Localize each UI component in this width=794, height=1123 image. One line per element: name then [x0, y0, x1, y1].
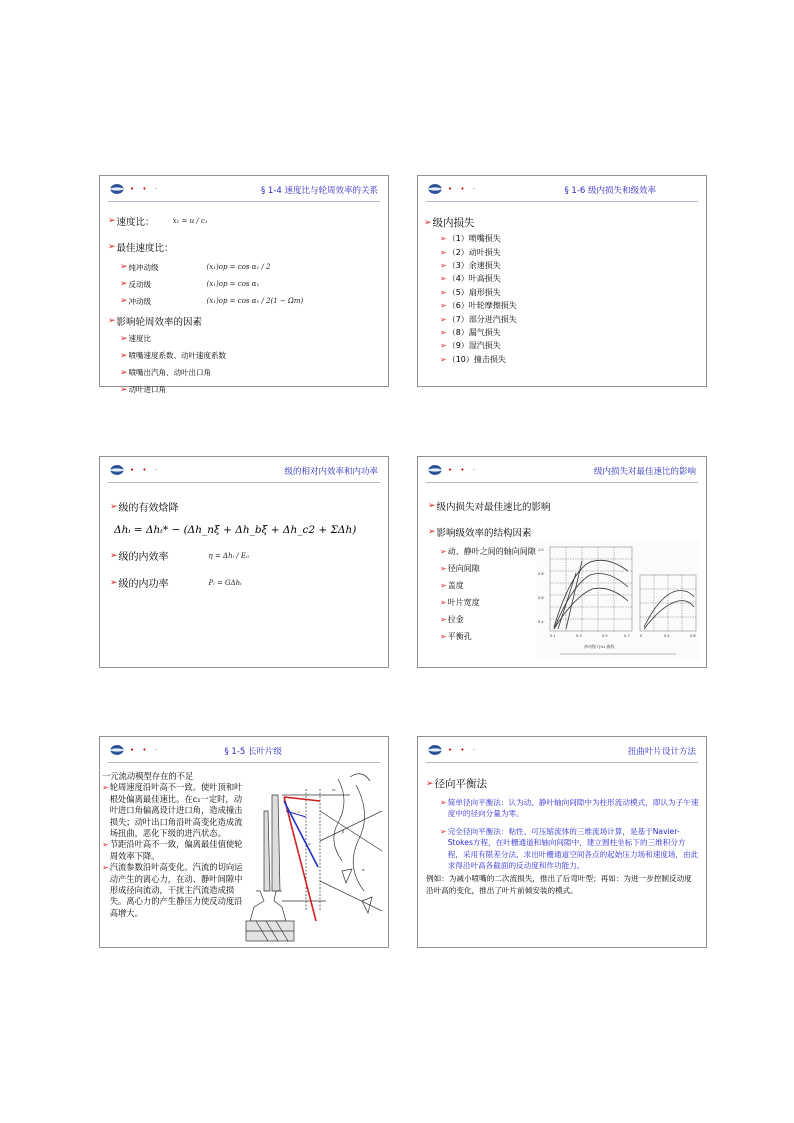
- arrow-bullet-icon: ➢: [120, 384, 128, 395]
- svg-text:u: u: [308, 841, 311, 846]
- list-item: ➢ 汽流参数沿叶高变化。汽流的切向运动产生的离心力，在动、静叶间隙中形成径向流动，干扰主汽流造成损失。离心力的产生静压力使反动度沿高增大。: [102, 862, 243, 918]
- arrow-bullet-icon: ➢: [110, 577, 118, 588]
- slide-3: [99, 456, 389, 668]
- list-item: ➢ 简单径向平衡法：认为动、静叶轴向间隙中为柱形流动模式，即认为子午速度中的径向分量为零。: [440, 798, 699, 819]
- slide-header: [418, 176, 706, 202]
- arrow-bullet-icon: ➢: [110, 550, 118, 561]
- list-item: ➢ （5）扇形损失: [440, 287, 501, 297]
- slide-header: [100, 176, 388, 202]
- svg-text:0: 0: [640, 634, 643, 638]
- list-item: ➢ （6）叶轮摩擦损失: [440, 301, 517, 311]
- list-item: ➢ 级内损失对最佳速比的影响: [428, 501, 551, 513]
- efficiency-curve-figure: [536, 541, 700, 659]
- arrow-bullet-icon: ➢: [440, 341, 447, 351]
- slide-5: [99, 736, 389, 948]
- arrow-bullet-icon: ➢: [440, 301, 447, 311]
- svg-text:0.1: 0.1: [550, 634, 556, 638]
- example-text: 例如：为减小喷嘴的二次流损失，推出了后弯叶型；再如：为进一步控制反动度沿叶高的变化，推出了叶片前倾安装的模式。: [426, 874, 692, 895]
- logo-icon: [428, 183, 442, 195]
- list-item: ➢ 完全径向平衡法：粘性、可压缩流体的三维流场计算，是基于Navier-Stokes方程，在叶栅通道和轴向间隙中，建立圆柱坐标下的三维积分方程，采用有限差分法，求出叶栅通道空间各点的起始压力场和速度场，由此求得沿叶高各截面的反动度和作功能力。: [440, 826, 699, 871]
- slide-header: [418, 737, 706, 763]
- arrow-bullet-icon: ➢: [108, 216, 116, 226]
- arrow-bullet-icon: ➢: [440, 327, 447, 337]
- list-item: ➢ 节距沿叶高不一致，偏离最佳值使轮周效率下降。: [102, 839, 243, 861]
- slide-1: [99, 175, 389, 395]
- formula: Δhᵢ = Δhₜ* − (Δh_nξ + Δh_bξ + Δh_c2 + ΣΔh): [114, 524, 357, 536]
- slide-2: [417, 175, 707, 387]
- slide-header: [418, 457, 706, 483]
- list-heading: ➢ 径向平衡法: [426, 778, 488, 790]
- list-item: ➢ 平衡孔: [440, 632, 472, 641]
- list-item: ➢ 影响轮周效率的因素: [108, 316, 203, 328]
- list-item: ➢ 级的内效率 η = Δhᵢ / E₀: [110, 550, 249, 563]
- arrow-bullet-icon: ➢: [440, 826, 447, 836]
- list-heading: ➢ 级内损失: [424, 217, 475, 229]
- decor-dots: • • ·: [448, 466, 478, 474]
- arrow-bullet-icon: ➢: [428, 527, 436, 537]
- svg-text:0.7: 0.7: [624, 634, 630, 638]
- arrow-bullet-icon: ➢: [120, 262, 128, 272]
- list-item: ➢ （4）叶高损失: [440, 274, 501, 284]
- arrow-bullet-icon: ➢: [440, 274, 447, 284]
- decor-dots: • • ·: [130, 746, 160, 754]
- section-intro: 一元流动模型存在的不足: [102, 771, 194, 781]
- decor-dots: • • ·: [448, 185, 478, 193]
- divider: [108, 762, 380, 763]
- svg-text:0.3: 0.3: [576, 634, 582, 638]
- arrow-bullet-icon: ➢: [120, 279, 128, 289]
- arrow-bullet-icon: ➢: [108, 242, 116, 252]
- arrow-bullet-icon: ➢: [440, 615, 447, 624]
- decor-dots: • • ·: [130, 185, 160, 193]
- slide-title: § 1-5 长叶片级: [224, 747, 282, 757]
- list-item: ➢ 拉金: [440, 615, 464, 624]
- logo-icon: [110, 744, 124, 756]
- divider: [108, 482, 380, 483]
- arrow-bullet-icon: ➢: [120, 350, 128, 361]
- arrow-bullet-icon: ➢: [440, 234, 447, 244]
- slide-title: 级内损失对最佳速比的影响: [593, 467, 696, 477]
- svg-text:β: β: [342, 829, 345, 834]
- arrow-bullet-icon: ➢: [440, 287, 447, 297]
- list-item: ➢ 最佳速度比：: [108, 242, 174, 254]
- list-item: ➢ 纯冲动级 (x₁)op = cos α₁ / 2: [120, 262, 271, 272]
- slide-6: [417, 736, 707, 948]
- arrow-bullet-icon: ➢: [440, 260, 447, 270]
- list-item: ➢ （2）动叶损失: [440, 247, 501, 257]
- logo-icon: [428, 744, 442, 756]
- slide-header: [100, 457, 388, 483]
- slide-title: 扭曲叶片设计方法: [627, 747, 696, 757]
- divider: [108, 201, 380, 202]
- arrow-bullet-icon: ➢: [108, 316, 116, 326]
- list-item: ➢ （3）余速损失: [440, 260, 501, 270]
- divider: [426, 201, 698, 202]
- slide-title: § 1-6 级内损失和级效率: [564, 186, 656, 196]
- arrow-bullet-icon: ➢: [102, 863, 109, 873]
- list-item: ➢ 影响级效率的结构因素: [428, 527, 532, 539]
- svg-text:0.6: 0.6: [538, 596, 544, 600]
- list-item: ➢ 叶片宽度: [440, 598, 480, 607]
- list-item: ➢ 动叶进口角: [120, 384, 167, 395]
- svg-text:α: α: [362, 867, 365, 872]
- arrow-bullet-icon: ➢: [428, 501, 436, 511]
- list-item: ➢ 级的有效焓降: [110, 501, 179, 514]
- arrow-bullet-icon: ➢: [120, 296, 128, 306]
- arrow-bullet-icon: ➢: [440, 581, 447, 590]
- list-item: ➢ （7）部分进汽损失: [440, 314, 517, 324]
- svg-text:c: c: [298, 809, 301, 814]
- list-item: ➢ 动、静叶之间的轴向间隙: [440, 547, 536, 556]
- arrow-bullet-icon: ➢: [440, 547, 447, 556]
- arrow-bullet-icon: ➢: [440, 632, 447, 641]
- arrow-bullet-icon: ➢: [110, 501, 118, 512]
- list-item: ➢ 径向间隙: [440, 564, 480, 573]
- svg-text:0.4: 0.4: [538, 620, 544, 624]
- arrow-bullet-icon: ➢: [120, 367, 128, 378]
- logo-icon: [110, 183, 124, 195]
- arrow-bullet-icon: ➢: [102, 840, 109, 850]
- list-item: ➢ 喷嘴速度系数、动叶速度系数: [120, 350, 227, 361]
- long-blade-diagram: [246, 771, 386, 947]
- divider: [426, 482, 698, 483]
- logo-icon: [428, 464, 442, 476]
- figure-caption: 冲动级 η-x₁ 曲线: [584, 644, 615, 649]
- divider: [426, 762, 698, 763]
- list-item: ➢ 速度比: [120, 333, 152, 344]
- arrow-bullet-icon: ➢: [440, 314, 447, 324]
- arrow-bullet-icon: ➢: [440, 564, 447, 573]
- list-item: ➢ 喷嘴出汽角、动叶出口角: [120, 367, 212, 378]
- arrow-bullet-icon: ➢: [426, 778, 434, 789]
- list-item: ➢ （10）撞击损失: [440, 354, 506, 364]
- list-item: ➢ 级的内功率 Pᵢ = GΔhᵢ: [110, 577, 242, 590]
- decor-dots: • • ·: [130, 466, 160, 474]
- arrow-bullet-icon: ➢: [424, 217, 432, 228]
- arrow-bullet-icon: ➢: [120, 333, 128, 344]
- svg-text:0.5: 0.5: [602, 634, 608, 638]
- list-item: ➢ 轮周速度沿叶高不一致。使叶顶和叶根处偏离最佳速比。在c₁一定时，动叶进口角偏离设计进口角，造成撞击损失；动叶出口角沿叶高变化造成流场扭曲，恶化下级的进汽状态。: [102, 782, 243, 839]
- logo-icon: [110, 464, 124, 476]
- svg-text:w: w: [332, 787, 336, 792]
- arrow-bullet-icon: ➢: [440, 798, 447, 807]
- list-item: ➢ （8）漏气损失: [440, 327, 501, 337]
- list-item: ➢ （9）湿汽损失: [440, 341, 501, 351]
- svg-text:0.8: 0.8: [690, 634, 696, 638]
- arrow-bullet-icon: ➢: [440, 247, 447, 257]
- slide-title: § 1-4 速度比与轮周效率的关系: [260, 186, 378, 196]
- list-item: ➢ 反动级 (x₁)op = cos α₁: [120, 279, 260, 289]
- list-item: ➢ 速度比： x₁ = u / c₁: [108, 216, 208, 228]
- slide-title: 级的相对内效率和内功率: [284, 467, 378, 477]
- slide-header: [100, 737, 388, 763]
- arrow-bullet-icon: ➢: [102, 783, 109, 793]
- decor-dots: • • ·: [448, 746, 478, 754]
- svg-text:0.4: 0.4: [664, 634, 670, 638]
- list-item: ➢ 盖度: [440, 581, 464, 590]
- arrow-bullet-icon: ➢: [440, 598, 447, 607]
- list-item: ➢ 冲动级 (x₁)op = cos α₁ / 2(1 − Ωm): [120, 296, 304, 306]
- slide-4: [417, 456, 707, 668]
- svg-text:0.8: 0.8: [538, 572, 544, 576]
- svg-text:1.0: 1.0: [538, 548, 544, 552]
- list-item: ➢ （1）喷嘴损失: [440, 234, 501, 244]
- arrow-bullet-icon: ➢: [440, 354, 447, 364]
